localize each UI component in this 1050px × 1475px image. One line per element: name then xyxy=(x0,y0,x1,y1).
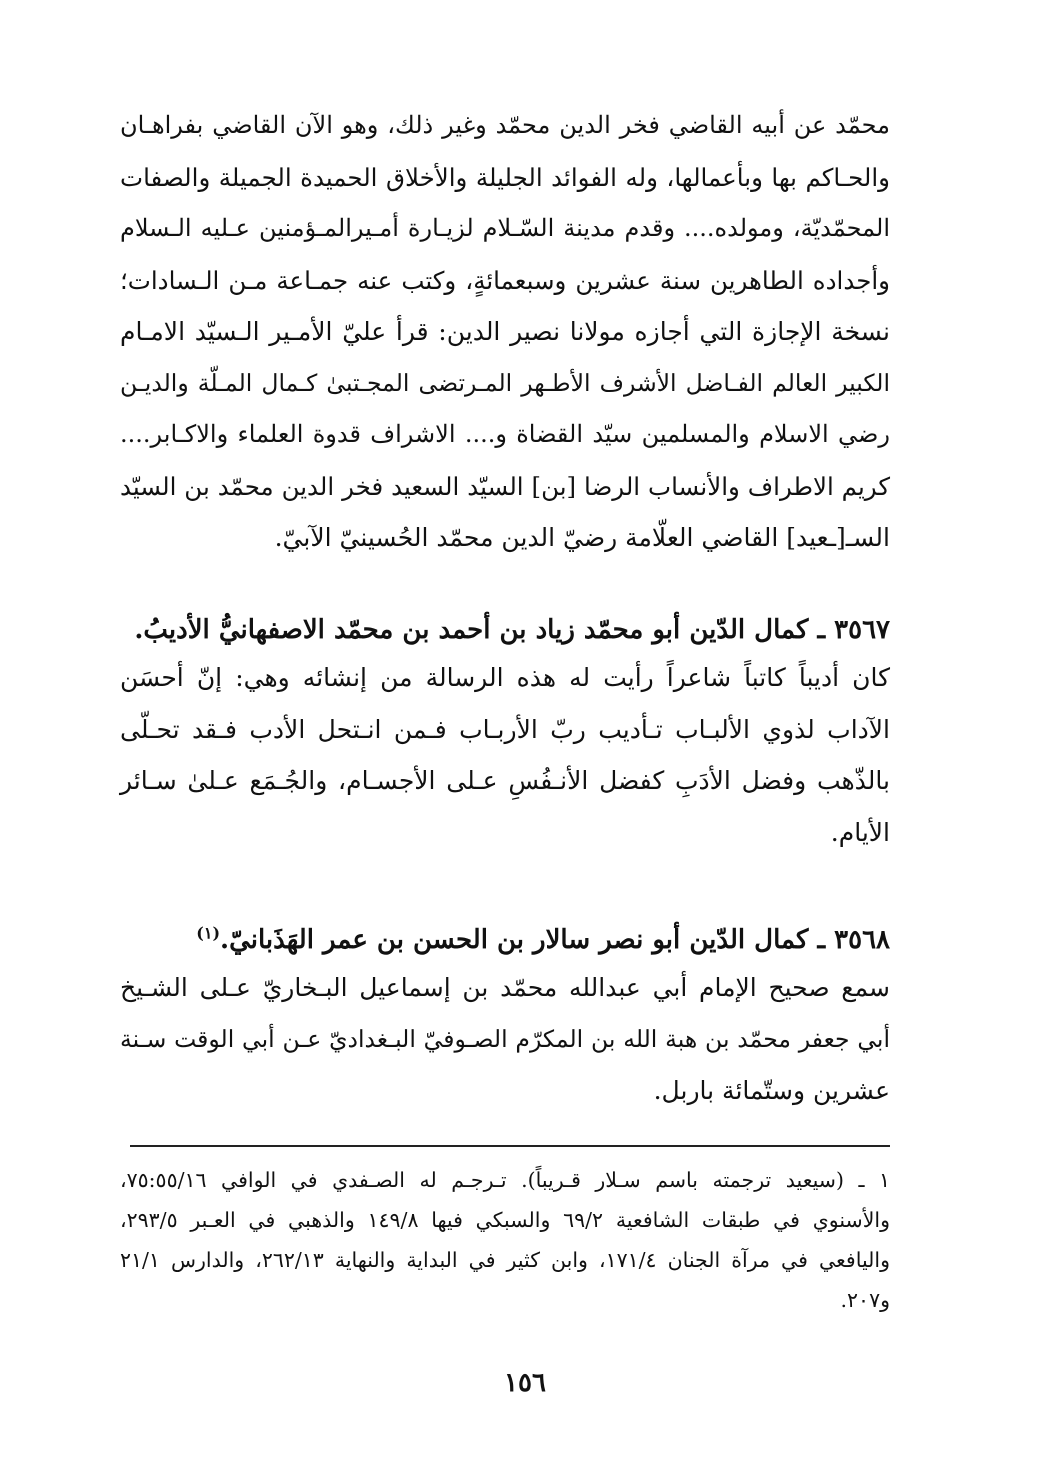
footnote-line: واليافعي في مرآة الجنان ١٧١/٤، وابن كثير في البداية والنهاية ٢٦٢/١٣، والدارس ٢١/١ xyxy=(120,1248,890,1272)
footnote-line: والأسنوي في طبقات الشافعية ٦٩/٢ والسبكي فيها ١٤٩/٨ والذهبي في العـبر ٢٩٣/٥، xyxy=(120,1208,890,1232)
entry-heading-text: ٣٥٦٨ ـ كمال الدّين أبو نصر سالار بن الحسن بن عمر الهَذَبانيّ. xyxy=(220,925,890,955)
text-line: الأيام. xyxy=(830,817,890,847)
footnote-reference: (١) xyxy=(196,923,221,943)
text-line: بالذّهب وفضل الأدَبِ كفضل الأنـفُسِ عـلى الأجسـام، والجُـمَع عـلىٰ سـائر xyxy=(120,766,890,795)
page-number: ١٥٦ xyxy=(504,1368,546,1398)
text-line: السـ[ـعيد] القاضي العلّامة رضيّ الدين محمّد الحُسينيّ الآبيّ. xyxy=(274,523,890,552)
text-line: كان أديباً كاتباً شاعراً رأيت له هذه الرسالة من إنشائه وهي: إنّ أحسَن xyxy=(120,663,890,692)
footnotes xyxy=(120,1160,890,1320)
text-line: محمّد عن أبيه القاضي فخر الدين محمّد وغير ذلك، وهو الآن القاضي بفراهـان xyxy=(120,111,890,139)
text-line: نسخة الإجازة التي أجازه مولانا نصير الدين: قرأ عليّ الأمـير الـسيّد الامـام xyxy=(120,317,890,346)
text-line: وأجداده الطاهرين سنة عشرين وسبعمائةٍ، وكتب عنه جمـاعة مـن الـسادات؛ xyxy=(120,265,890,295)
text-line: الآداب لذوي الألبـاب تـأديب ربّ الأربـاب فـمن انـتحل الأدب فـقد تحـلّى xyxy=(120,714,890,744)
entry-body-3567 xyxy=(120,652,890,858)
intro-paragraph xyxy=(120,100,890,564)
entry-heading-text: ٣٥٦٧ ـ كمال الدّين أبو محمّد زياد بن أحمد بن محمّد الاصفهانيُّ الأديبُ. xyxy=(134,615,890,645)
footnote-divider xyxy=(130,1145,890,1147)
text-line: المحمّديّة، ومولده.... وقدم مدينة السّـلام لزيـارة أمـيرالمـؤمنين عـليه الـسلام xyxy=(120,214,890,242)
footnote-line: ١ ـ (سيعيد ترجمته باسم سـلار قـريباً). تـرجـم له الصـفدي في الوافي ٧٥:٥٥/١٦، xyxy=(120,1168,890,1192)
entry-heading-3568 xyxy=(120,915,890,966)
text-line: سمع صحيح الإمام أبي عبدالله محمّد بن إسماعيل البـخاريّ عـلى الشـيخ xyxy=(120,973,890,1002)
text-line: والحـاكم بها وبأعمالها، وله الفوائد الجليلة والأخلاق الحميدة الجميلة والصفات xyxy=(120,162,890,192)
text-line: كريم الاطراف والأنساب الرضا [بن] السيّد السعيد فخر الدين محمّد بن السيّد xyxy=(120,471,890,501)
entry-body-3568 xyxy=(120,962,890,1117)
text-line: الكبير العالم الفـاضل الأشرف الأطـهر المـرتضى المجـتبىٰ كـمال المـلّة والديـن xyxy=(120,368,890,397)
text-line: رضي الاسلام والمسلمين سيّد القضاة و.... الاشراف قدوة العلماء والاكـابر.... xyxy=(120,420,890,448)
text-line: عشرين وستّمائة باربل. xyxy=(653,1076,890,1105)
text-line: أبي جعفر محمّد بن هبة الله بن المكرّم الصـوفيّ البـغداديّ عـن أبي الوقت سـنة xyxy=(120,1024,890,1053)
entry-heading-3567 xyxy=(120,605,890,656)
footnote-line: و٢٠٧. xyxy=(840,1288,890,1312)
